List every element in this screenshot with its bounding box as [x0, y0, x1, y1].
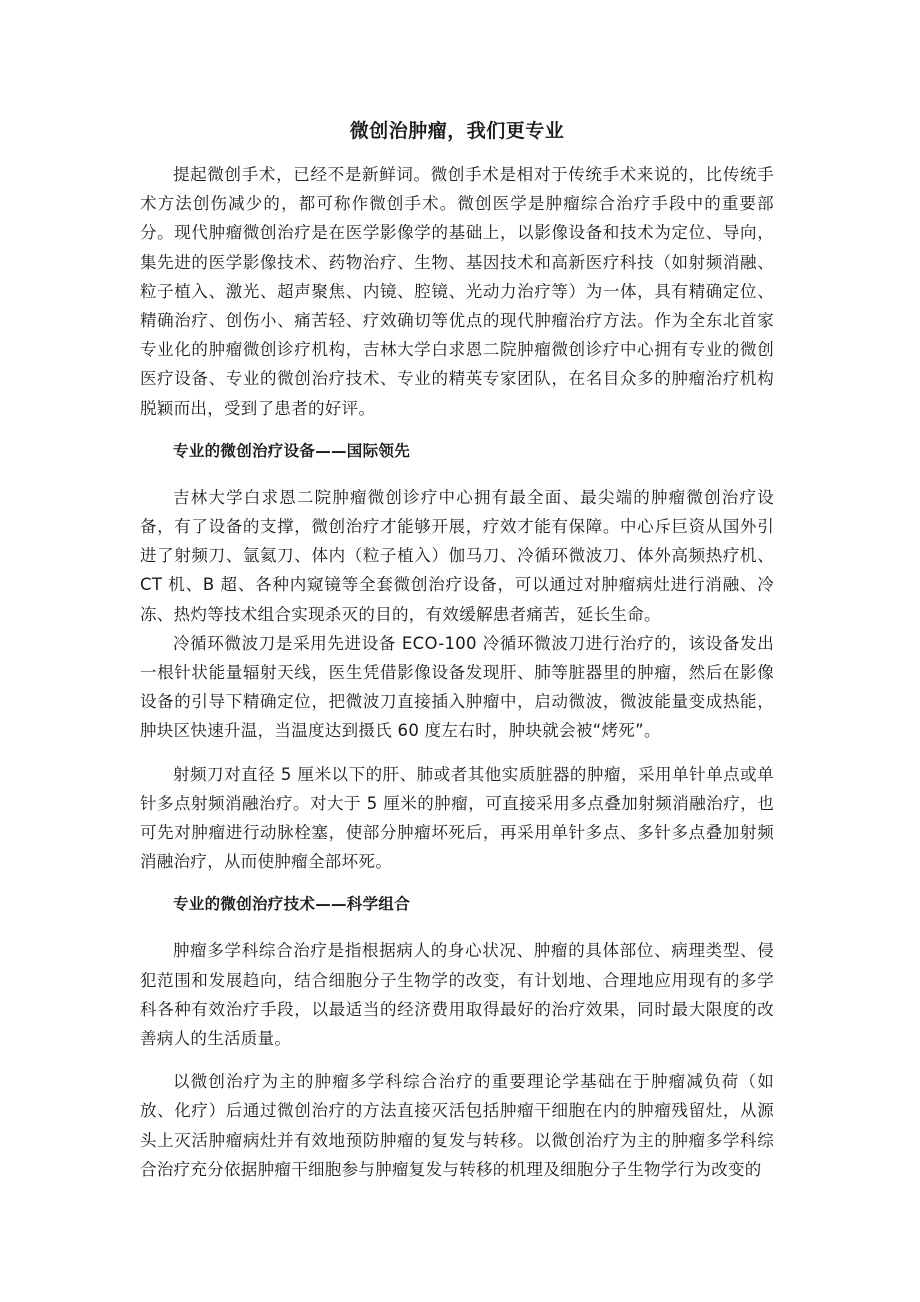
- document-title: 微创治肿瘤，我们更专业: [349, 120, 565, 142]
- document-page: [140, 116, 774, 1184]
- equipment-paragraph-3: 射频刀对直径 5 厘米以下的肝、肺或者其他实质脏器的肿瘤，采用单针单点或单针多点射频消融治疗。对大于 5 厘米的肿瘤，可直接采用多点叠加射频消融治疗，也可先对肿瘤进行动脉栓塞，使部分肿瘤坏死后，再采用单针多点、多针多点叠加射频消融治疗，从而使肿瘤全部坏死。: [140, 764, 774, 872]
- equipment-paragraph-2: 冷循环微波刀是采用先进设备 ECO-100 冷循环微波刀进行治疗的，该设备发出一根针状能量辐射天线，医生凭借影像设备发现肝、肺等脏器里的肿瘤，然后在影像设备的引导下精确定位，把微波刀直接插入肿瘤中，启动微波，微波能量变成热能，肿块区快速升温，当温度达到摄氏 60 度左右时，肿块就会被“烤死”。: [140, 633, 774, 741]
- equipment-paragraph-1: 吉林大学白求恩二院肿瘤微创诊疗中心拥有最全面、最尖端的肿瘤微创治疗设备，有了设备的支撑，微创治疗才能够开展，疗效才能有保障。中心斥巨资从国外引进了射频刀、氩氦刀、体内（粒子植入）伽马刀、冷循环微波刀、体外高频热疗机、CT 机、B 超、各种内窥镜等全套微创治疗设备，可以通过对肿瘤病灶进行消融、冷冻、热灼等技术组合实现杀灭的目的，有效缓解患者痛苦，延长生命。: [140, 487, 774, 624]
- technique-paragraph-1: 肿瘤多学科综合治疗是指根据病人的身心状况、肿瘤的具体部位、病理类型、侵犯范围和发展趋向，结合细胞分子生物学的改变，有计划地、合理地应用现有的多学科各种有效治疗手段，以最适当的经济费用取得最好的治疗效果，同时最大限度的改善病人的生活质量。: [140, 941, 774, 1049]
- intro-paragraph: 提起微创手术，已经不是新鲜词。微创手术是相对于传统手术来说的，比传统手术方法创伤减少的，都可称作微创手术。微创医学是肿瘤综合治疗手段中的重要部分。现代肿瘤微创治疗是在医学影像学的基础上，以影像设备和技术为定位、导向，集先进的医学影像技术、药物治疗、生物、基因技术和高新医疗科技（如射频消融、粒子植入、激光、超声聚焦、内镜、腔镜、光动力治疗等）为一体，具有精确定位、精确治疗、创伤小、痛苦轻、疗效确切等优点的现代肿瘤治疗方法。作为全东北首家专业化的肿瘤微创诊疗机构，吉林大学白求恩二院肿瘤微创诊疗中心拥有专业的微创医疗设备、专业的微创治疗技术、专业的精英专家团队，在名目众多的肿瘤治疗机构脱颖而出，受到了患者的好评。: [140, 165, 774, 418]
- technique-paragraph-2: 以微创治疗为主的肿瘤多学科综合治疗的重要理论学基础在于肿瘤减负荷（如放、化疗）后通过微创治疗的方法直接灭活包括肿瘤干细胞在内的肿瘤残留灶，从源头上灭活肿瘤病灶并有效地预防肿瘤的复发与转移。以微创治疗为主的肿瘤多学科综合治疗充分依据肿瘤干细胞参与肿瘤复发与转移的机理及细胞分子生物学行为改变的: [140, 1072, 774, 1179]
- section-heading-equipment: 专业的微创治疗设备——国际领先: [173, 441, 411, 460]
- section-heading-technique: 专业的微创治疗技术——科学组合: [173, 895, 411, 914]
